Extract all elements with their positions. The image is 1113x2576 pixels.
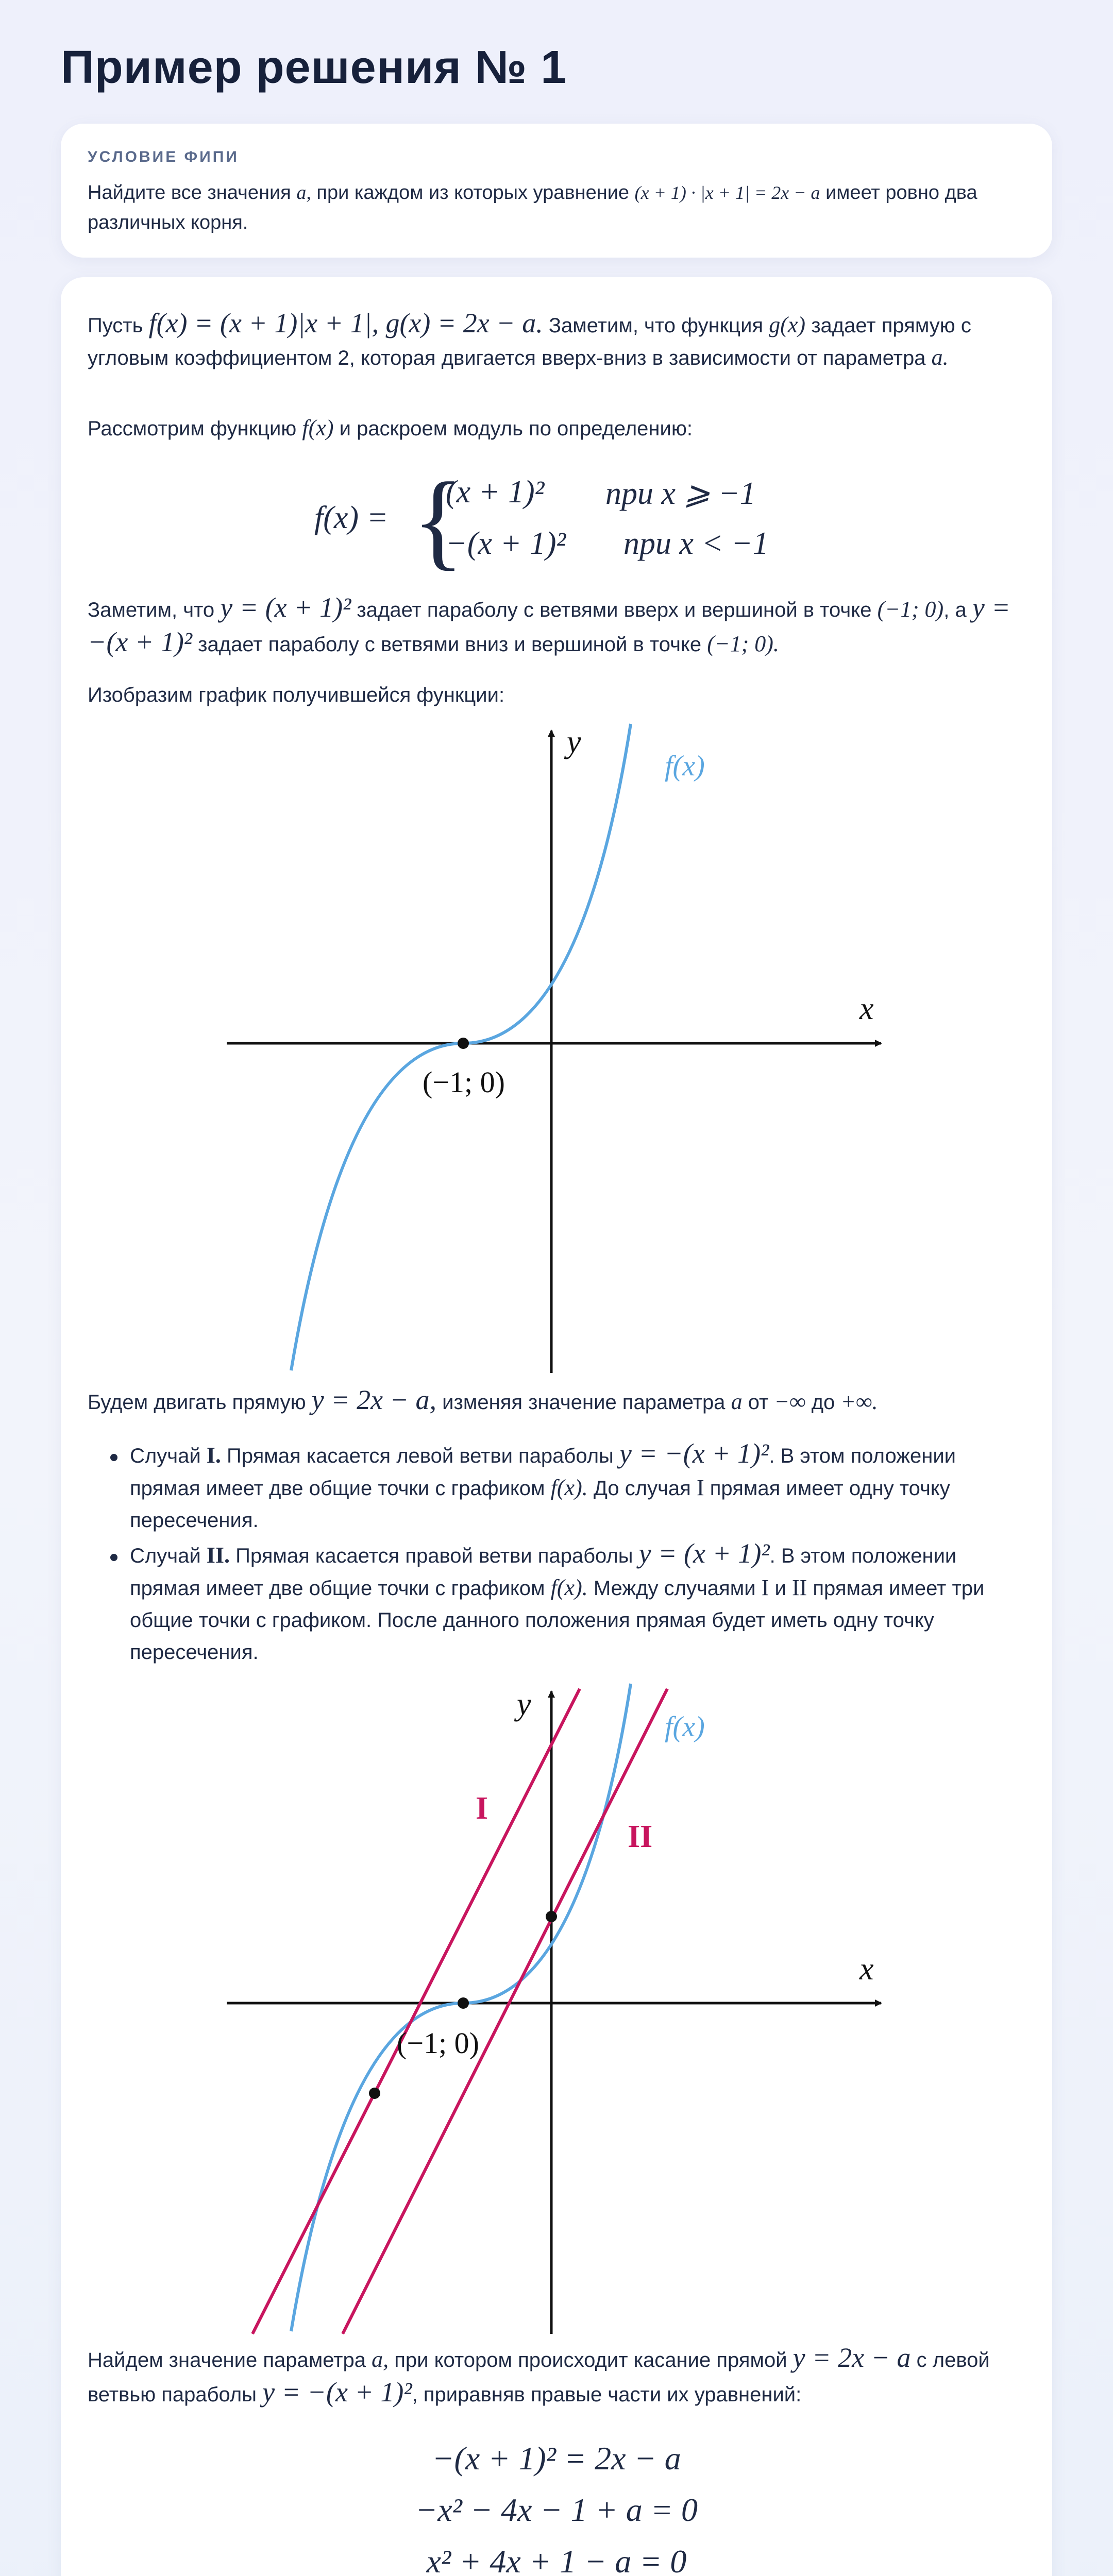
- tangent-line-1: [252, 1689, 580, 2334]
- formula: y = 2x − a,: [311, 1384, 437, 1415]
- equation-line: x² + 4x + 1 − a = 0: [426, 2543, 687, 2576]
- formula: y = −(x + 1)²: [262, 2377, 412, 2408]
- vertex-point: [458, 1038, 469, 1049]
- solution-paragraph-6: [88, 2342, 1015, 2411]
- solution-paragraph-1: [88, 307, 1015, 374]
- solution-paragraph-3: [88, 591, 1015, 660]
- equation-line: −x² − 4x − 1 + a = 0: [415, 2492, 698, 2528]
- text: изменяя значение параметра: [442, 1391, 726, 1414]
- formula: +∞.: [840, 1389, 878, 1414]
- formula: y = (x + 1)²: [220, 592, 351, 623]
- bullet-dot: [110, 1454, 117, 1461]
- line-2-label: II: [628, 1819, 653, 1854]
- piecewise-case2-expr: −(x + 1)²: [446, 526, 566, 561]
- text: Прямая касается левой ветви параболы: [227, 1445, 614, 1467]
- solution-paragraph-5: [88, 1384, 1015, 1418]
- formula: a: [731, 1389, 743, 1414]
- piecewise-formula: [314, 461, 881, 582]
- piecewise-case1-expr: (x + 1)²: [446, 474, 545, 510]
- text: Прямая касается правой ветви параболы: [235, 1545, 633, 1567]
- condition-card: [61, 124, 1052, 258]
- text: Найдем значение параметра: [88, 2349, 366, 2371]
- text: от: [748, 1391, 769, 1414]
- text: , приравняв правые части их уравнений:: [412, 2383, 802, 2406]
- text: Случай: [130, 1545, 201, 1567]
- text: До случая: [593, 1477, 691, 1500]
- text: до: [811, 1391, 835, 1414]
- bullet-dot: [110, 1554, 117, 1561]
- condition-text-part: Найдите все значения: [88, 182, 291, 204]
- formula: f(x).: [550, 1475, 588, 1500]
- x-axis-label: x: [859, 991, 874, 1026]
- f-label: f(x): [665, 750, 705, 782]
- function-graph-1: [206, 716, 897, 1381]
- text: при котором происходит касание прямой: [394, 2349, 787, 2371]
- formula: (−1; 0): [877, 597, 944, 622]
- formula: y = −(x + 1)²: [619, 1438, 769, 1469]
- piecewise-case1-cond: при x ⩾ −1: [605, 476, 756, 511]
- condition-text-part: имеет ровно два различных корня.: [88, 182, 977, 233]
- formula: I: [696, 1475, 704, 1500]
- text: , а: [943, 599, 967, 621]
- text: Заметим, что: [88, 599, 215, 621]
- text: задает параболу с ветвями вверх и вершиной в точке: [357, 599, 872, 621]
- solution-paragraph-4: Изобразим график получившейся функции:: [88, 684, 505, 706]
- formula: y = (x + 1)²: [638, 1538, 770, 1569]
- formula: f(x) = (x + 1)|x + 1|, g(x) = 2x − a.: [148, 308, 543, 338]
- text: Между случаями: [593, 1577, 756, 1600]
- point-label: (−1; 0): [423, 1065, 505, 1099]
- text: прямая имеет одну точку пересечения.: [130, 1477, 950, 1532]
- text: Будем двигать прямую: [88, 1391, 306, 1414]
- case-1-item: [130, 1437, 1021, 1536]
- condition-text-part: при каждом из которых уравнение: [316, 182, 630, 204]
- function-graph-2: [206, 1674, 897, 2339]
- line-1-label: I: [476, 1791, 488, 1826]
- vertex-point: [458, 1997, 469, 2009]
- formula: I: [761, 1575, 769, 1600]
- text: и: [774, 1577, 786, 1600]
- text: Рассмотрим функцию: [88, 417, 297, 440]
- formula: (−1; 0).: [707, 631, 779, 656]
- text: . В этом положении прямая имеет две общие точки с графиком: [130, 1445, 956, 1500]
- formula: a.: [931, 345, 949, 370]
- text: задает параболу с ветвями вниз и вершиной в точке: [198, 633, 702, 656]
- piecewise-case2-cond: при x < −1: [623, 526, 769, 561]
- case-label: II.: [206, 1543, 230, 1568]
- text: Случай: [130, 1445, 201, 1467]
- condition-equation: (x + 1) · |x + 1| = 2x − a: [634, 182, 820, 203]
- formula: −∞: [774, 1389, 806, 1414]
- text: задает прямую с угловым коэффициентом 2, которая двигается вверх-вниз в зависимости от параметра: [88, 314, 971, 369]
- text: прямая имеет три общие точки с графиком. После данного положения прямая будет иметь одну точку пересечения.: [130, 1577, 985, 1664]
- f-label: f(x): [665, 1711, 705, 1743]
- tangent-line-2: [343, 1689, 667, 2334]
- x-axis-label: x: [859, 1952, 874, 1987]
- formula: y = 2x − a: [792, 2342, 911, 2373]
- solution-paragraph-2: [88, 412, 1015, 445]
- text: Заметим, что функция: [548, 314, 764, 337]
- condition-text: [88, 178, 1015, 238]
- text: Пусть: [88, 314, 143, 337]
- formula: y = −(x + 1)²: [88, 592, 1010, 657]
- y-intercept-point: [546, 1911, 557, 1922]
- page-title: Пример решения № 1: [61, 42, 567, 93]
- formula: f(x).: [550, 1575, 588, 1600]
- formula: f(x): [302, 415, 334, 440]
- formula: a,: [372, 2347, 389, 2372]
- condition-var: a,: [296, 182, 311, 204]
- point-label: (−1; 0): [397, 2026, 479, 2060]
- formula: g(x): [769, 312, 806, 337]
- piecewise-brace: {: [412, 461, 464, 580]
- equation-line: −(x + 1)² = 2x − a: [432, 2440, 681, 2477]
- text: и раскроем модуль по определению:: [339, 417, 693, 440]
- case-label: I.: [206, 1443, 221, 1468]
- y-axis-label: y: [517, 1687, 531, 1722]
- y-axis-label: y: [567, 724, 581, 759]
- text: с левой ветвью параболы: [88, 2349, 990, 2406]
- case-2-item: [130, 1537, 1021, 1668]
- text: . В этом положении прямая имеет две общие точки с графиком: [130, 1545, 957, 1600]
- formula: II: [791, 1575, 807, 1600]
- piecewise-lhs: f(x) =: [314, 500, 389, 535]
- intersection-point: [369, 2088, 380, 2099]
- condition-label: УСЛОВИЕ ФИПИ: [88, 148, 239, 165]
